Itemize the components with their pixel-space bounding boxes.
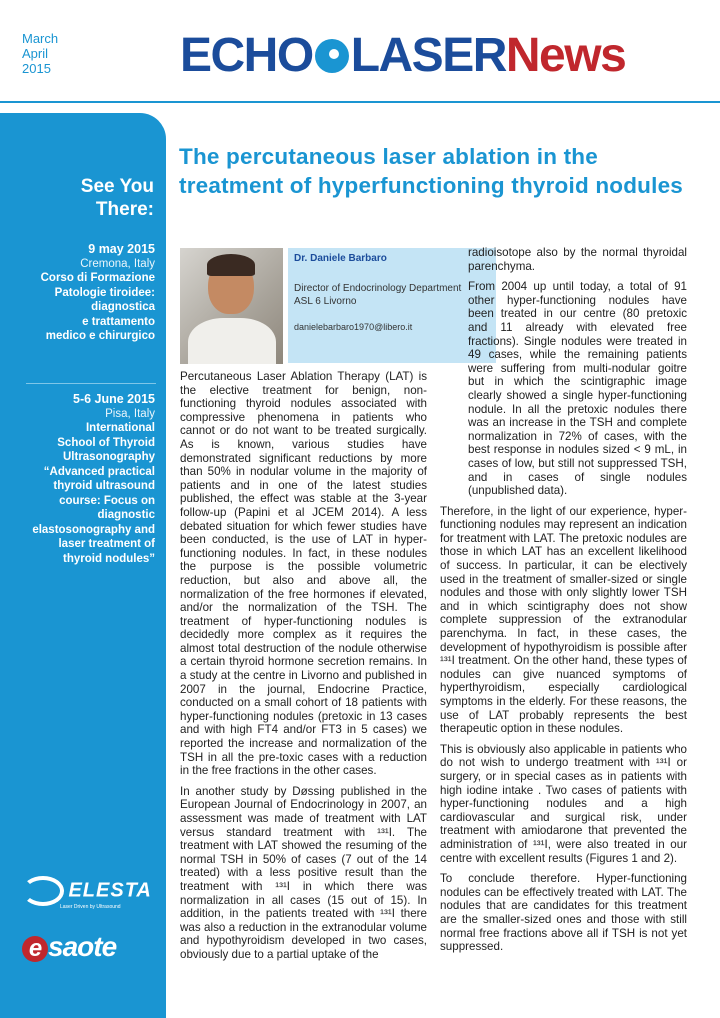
- event-title: [7, 421, 155, 566]
- event-city: Pisa, Italy: [105, 407, 155, 420]
- event-date: 5-6 June 2015: [73, 392, 155, 406]
- article-paragraph: Therefore, in the light of our experience, hyper-functioning nodules may represent an indication for treatment with LAT. The pretoxic nodules are those in which LAT has an excellent likelihood of success. In particular, it can be electively used in the treatment of smaller-sized or single nodules and those with only slightly lower TSH and in which scintigraphy does not show complete suppression of the extranodular parenchyma. In fact, in these cases, the development of hypothyroidism is possible after ¹³¹I treatment. On the other hand, these types of nodules can give nuanced symptoms of hyperthyroidism, especially cardiological symptoms in the elderly. For these reasons, the use of LAT probably represents the best therapeutic option in these nodules.: [440, 504, 687, 736]
- issue-month-2: April: [22, 46, 49, 61]
- event-title-line: thyroid ultrasound: [53, 480, 155, 492]
- issue-month-1: March: [22, 31, 59, 46]
- event-title: [7, 271, 155, 344]
- esaote-wordmark: saote: [48, 931, 117, 962]
- article-paragraph: radioisotope also by the normal thyroidal parenchyma.: [468, 246, 687, 273]
- elesta-tagline: Laser Driven by Ultrasound: [60, 904, 121, 910]
- event-title-line: thyroid nodules”: [63, 552, 155, 565]
- sidebar-heading-line-2: There:: [95, 199, 154, 220]
- elesta-mark-icon: [22, 876, 64, 906]
- author-photo: [180, 248, 283, 364]
- author-name: Dr. Daniele Barbaro: [294, 253, 387, 264]
- event-title-line: Corso di Formazione: [40, 272, 155, 284]
- event-title-line: e trattamento: [82, 315, 155, 328]
- event-divider: [26, 383, 156, 384]
- issue-date: [22, 31, 82, 76]
- event-title-line: medico e chirurgico: [45, 330, 155, 342]
- events-sidebar: [0, 113, 166, 1018]
- event-title-line: Patologie tiroidee:: [54, 286, 155, 299]
- masthead-news: News: [505, 29, 626, 82]
- article-paragraph: From 2004 up until today, a total of 91 other hyper-functioning nodules have been treated in our centre (80 pretoxic and 11 already with elevated free fractions). Single nodules were treated in 49 cases, while the remaining patients were suffering from multi-nodular goitre but in which the scintigraphic image clearly showed a single hyper-functioning nodule. In all the pretoxic nodules there was an increase in the TSH and complete normalization in 72% of cases, with the best response in nodules sized < 9 mL, in cases of low, but still not suppressed TSH, and in cases of single nodules (unpublished data).: [468, 280, 687, 498]
- event-title-line: “Advanced practical: [43, 465, 155, 478]
- masthead-logo: [180, 28, 625, 84]
- event-title-line: course: Focus on: [59, 494, 155, 507]
- event-title-line: diagnostica: [91, 301, 155, 313]
- event-title-line: diagnostic: [97, 509, 155, 521]
- esaote-e-icon: e: [22, 936, 48, 962]
- masthead-laser: LASER: [350, 29, 506, 82]
- sidebar-heading: [81, 175, 154, 221]
- article-column-left: [180, 370, 427, 969]
- elesta-wordmark: ELESTA: [68, 879, 152, 902]
- event-title-line: elastosonography and: [32, 523, 155, 536]
- eye-icon: [315, 39, 349, 73]
- event-title-line: laser treatment of: [58, 538, 155, 550]
- elesta-logo: [22, 876, 152, 910]
- event-title-line: International: [85, 422, 155, 434]
- article-column-right: [440, 246, 687, 961]
- event-item: [7, 392, 155, 566]
- author-role-line: ASL 6 Livorno: [294, 296, 357, 307]
- issue-year: 2015: [22, 61, 51, 76]
- article-paragraph: To conclude therefore. Hyper-functioning nodules can be effectively treated with LAT. The nodules that are candidates for this treatment are the smaller-sized ones and those with still normal free fractions above all if TSH is not yet suppressed.: [440, 872, 687, 954]
- article-paragraph: In another study by Døssing published in the European Journal of Endocrinology in 2007, an assessment was made of treatment with LAT versus standard treatment with ¹³¹I. The treatment with LAT showed the resuming of the normal TSH in 50% of cases (7 out of the 14 treated) with a less positive result than the treatment with ¹³¹I in which there was normalization in all cases (15 out of 15). In addition, in the patients treated with ¹³¹I there was also a reduction in the extranodular volume and hypothyroidism developed in two cases, obviously due to a partial uptake of the: [180, 784, 427, 961]
- author-email[interactable]: danielebarbaro1970@libero.it: [294, 322, 413, 332]
- article-headline: The percutaneous laser ablation in the treatment of hyperfunctioning thyroid nodules: [179, 144, 683, 198]
- event-date: 9 may 2015: [88, 242, 155, 256]
- event-title-line: Ultrasonography: [62, 451, 155, 463]
- masthead-echo: ECHO: [180, 29, 313, 82]
- author-role-line: Director of Endocrinology Department: [294, 283, 462, 294]
- sidebar-heading-line-1: See You: [80, 176, 154, 197]
- article-paragraph: Percutaneous Laser Ablation Therapy (LAT) is the elective treatment for benign, non-functioning thyroid nodules associated with compressive phenomena in patients who cannot or do not want to be treated surgically. As is known, various studies have demonstrated significant reductions by more than 50% in nodular volume in the majority of patients and in one of the latest studies published, the effect was stable at the 3-year follow-up (Papini et al JCEM 2014). A less debated situation for which fewer studies have been conducted, is the use of LAT in hyper-functioning nodules. In fact, in these nodules the purpose is the possible volumetric reduction, but also and above all, the normalization of the free hormones if elevated, and/or the normalization of the TSH. The treatment of hyper-functioning nodules is decidedly more complex as it requires the almost total destruction of the nodule otherwise a certain thyroid hormone secretion remains. In a study at the centre in Livorno and published in 2007 in the journal, Endocrine Practice, conducted on a small cohort of 18 patients with hyper-functioning nodules (pretoxic in 13 cases and with high FT4 and/or FT3 in 5 cases) we reported the increase and normalization of the TSH in all the pre-toxic cases with a reduction in the free fractions in the other cases.: [180, 370, 427, 778]
- esaote-logo: [22, 931, 116, 963]
- event-city: Cremona, Italy: [80, 257, 155, 270]
- event-title-line: School of Thyroid: [57, 436, 155, 449]
- author-role: [294, 282, 461, 308]
- article-paragraph: This is obviously also applicable in patients who do not wish to undergo treatment with ¹³¹I or surgery, or in special cases as in patients with high iodine intake . Two cases of patients with hyper-functioning nodules and a high cardiovascular and surgical risk, under treatment with amiodarone that prevented the administration of ¹³¹I, were also treated in our centre with excellent results (Figures 1 and 2).: [440, 742, 687, 865]
- header-divider: [0, 101, 720, 103]
- event-item: [7, 242, 155, 344]
